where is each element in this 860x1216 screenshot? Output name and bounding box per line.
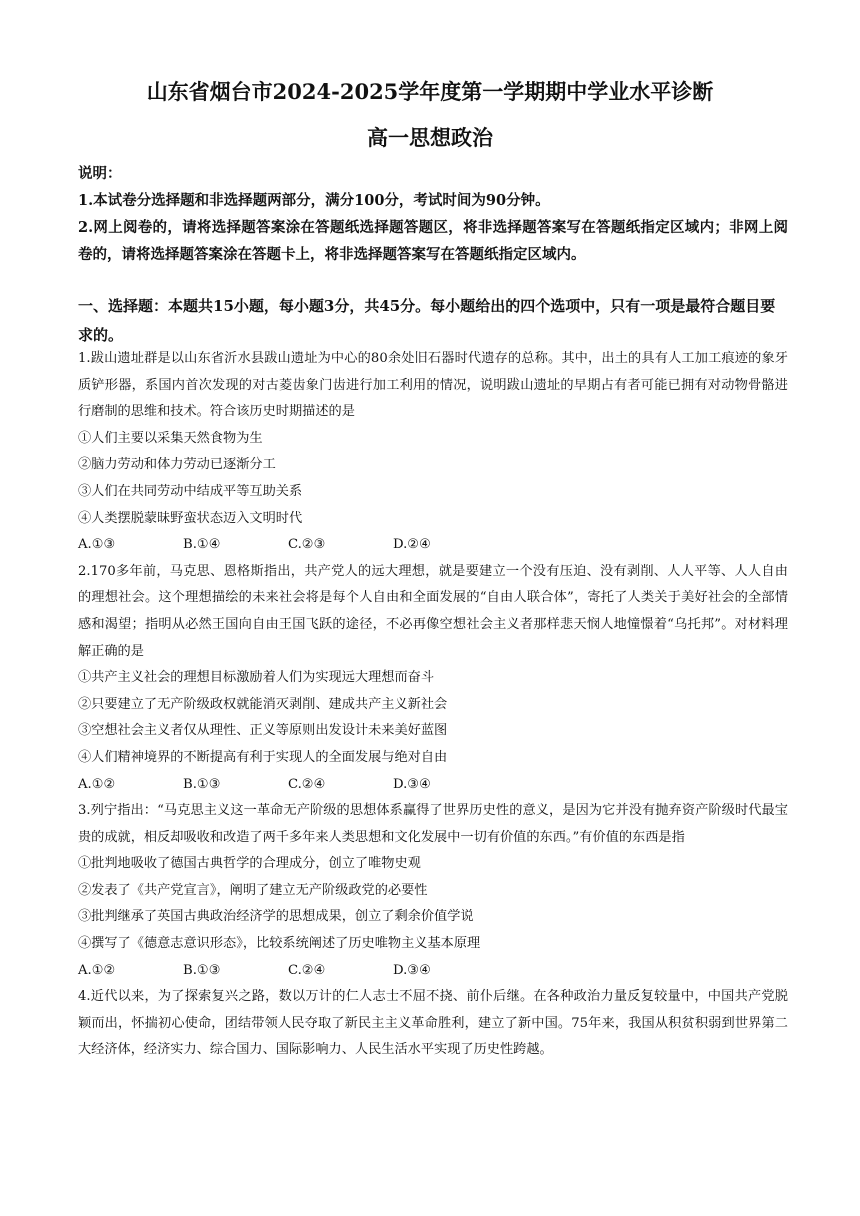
question-option: ③人们在共同劳动中结成平等互助关系 <box>78 483 303 499</box>
question-option: ④人们精神境界的不断提高有利于实现人的全面发展与绝对自由 <box>78 749 448 765</box>
answer-choice: C.②③ <box>288 537 326 553</box>
answer-choice: C.②④ <box>288 776 326 792</box>
answer-choice: B.①④ <box>183 537 221 553</box>
question-option: ②只要建立了无产阶级政权就能消灭剥削、建成共产主义新社会 <box>78 696 448 712</box>
question-option: ①人们主要以采集天然食物为生 <box>78 430 263 446</box>
question-stem: 2.170多年前，马克思、恩格斯指出，共产党人的远大理想，就是要建立一个没有压迫、没有剥削、人人平等、人人自由的理想社会。这个理想描绘的未来社会将是每个人自由和全面发展的“自由人联合体”，寄托了人类关于美好社会的全部情感和渴望；指明从必然王国向自由王国飞跃的途径，不必再像空想社会主义者那样悲天悯人地憧憬着“乌托邦”。对材料理解正确的是 <box>78 563 788 659</box>
answer-choices <box>78 958 788 985</box>
question-stem: 4.近代以来，为了探索复兴之路，数以万计的仁人志士不屈不挠、前仆后继。在各种政治力量反复较量中，中国共产党脱颖而出，怀揣初心使命，团结带领人民夺取了新民主主义革命胜利，建立了新中国。75年来，我国从积贫积弱到世界第二大经济体，经济实力、综合国力、国际影响力、人民生活水平实现了历史性跨越。 <box>78 989 788 1058</box>
question-option: ①批判地吸收了德国古典哲学的合理成分，创立了唯物史观 <box>78 856 421 872</box>
question-2 <box>78 559 788 798</box>
answer-choice: B.①③ <box>183 776 221 792</box>
answer-choice: A.①③ <box>78 537 116 553</box>
question-1 <box>78 346 788 559</box>
question-option: ②脑力劳动和体力劳动已逐渐分工 <box>78 457 276 473</box>
instructions-heading: 说明： <box>78 165 122 182</box>
instructions <box>78 160 788 268</box>
section-heading: 一、选择题：本题共15小题，每小题3分，共45分。每小题给出的四个选项中，只有一项是最符合题目要求的。 <box>78 297 776 344</box>
answer-choice: D.③④ <box>393 962 431 978</box>
answer-choice: C.②④ <box>288 962 326 978</box>
answer-choice: B.①③ <box>183 962 221 978</box>
question-3 <box>78 798 788 984</box>
answer-choices <box>78 772 788 799</box>
question-option: ③空想社会主义者仅从理性、正义等原则出发设计未来美好蓝图 <box>78 723 448 739</box>
answer-choice: A.①② <box>78 962 116 978</box>
question-option: ④撰写了《德意志意识形态》，比较系统阐述了历史唯物主义基本原理 <box>78 936 481 952</box>
answer-choices <box>78 532 788 559</box>
answer-choice: D.②④ <box>393 537 431 553</box>
question-option: ④人类摆脱蒙昧野蛮状态迈入文明时代 <box>78 510 303 526</box>
exam-title: 山东省烟台市2024-2025学年度第一学期期中学业水平诊断 <box>146 79 714 104</box>
question-option: ②发表了《共产党宣言》，阐明了建立无产阶级政党的必要性 <box>78 882 428 898</box>
question-option: ③批判继承了英国古典政治经济学的思想成果，创立了剩余价值学说 <box>78 909 474 925</box>
question-stem: 3.列宁指出：“马克思主义这一革命无产阶级的思想体系赢得了世界历史性的意义，是因为它并没有抛弃资产阶级时代最宝贵的成就，相反却吸收和改造了两千多年来人类思想和文化发展中一切有价值的东西。”有价值的东西是指 <box>78 803 788 845</box>
instruction-item: 1.本试卷分选择题和非选择题两部分，满分100分，考试时间为90分钟。 <box>78 192 550 209</box>
question-list <box>78 346 788 1064</box>
exam-subject: 高一思想政治 <box>367 125 493 150</box>
instruction-item: 2.网上阅卷的，请将选择题答案涂在答题纸选择题答题区，将非选择题答案写在答题纸指定区域内；非网上阅卷的，请将选择题答案涂在答题卡上，将非选择题答案写在答题纸指定区域内。 <box>78 219 788 263</box>
question-option: ①共产主义社会的理想目标激励着人们为实现远大理想而奋斗 <box>78 670 435 686</box>
question-stem: 1.跋山遗址群是以山东省沂水县跋山遗址为中心的80余处旧石器时代遗存的总称。其中，出土的具有人工加工痕迹的象牙质铲形器，系国内首次发现的对古菱齿象门齿进行加工利用的情况，说明跋山遗址的早期占有者可能已拥有对动物骨骼进行磨制的思维和技术。符合该历史时期描述的是 <box>78 351 788 420</box>
question-4 <box>78 984 788 1064</box>
answer-choice: A.①② <box>78 776 116 792</box>
answer-choice: D.③④ <box>393 776 431 792</box>
